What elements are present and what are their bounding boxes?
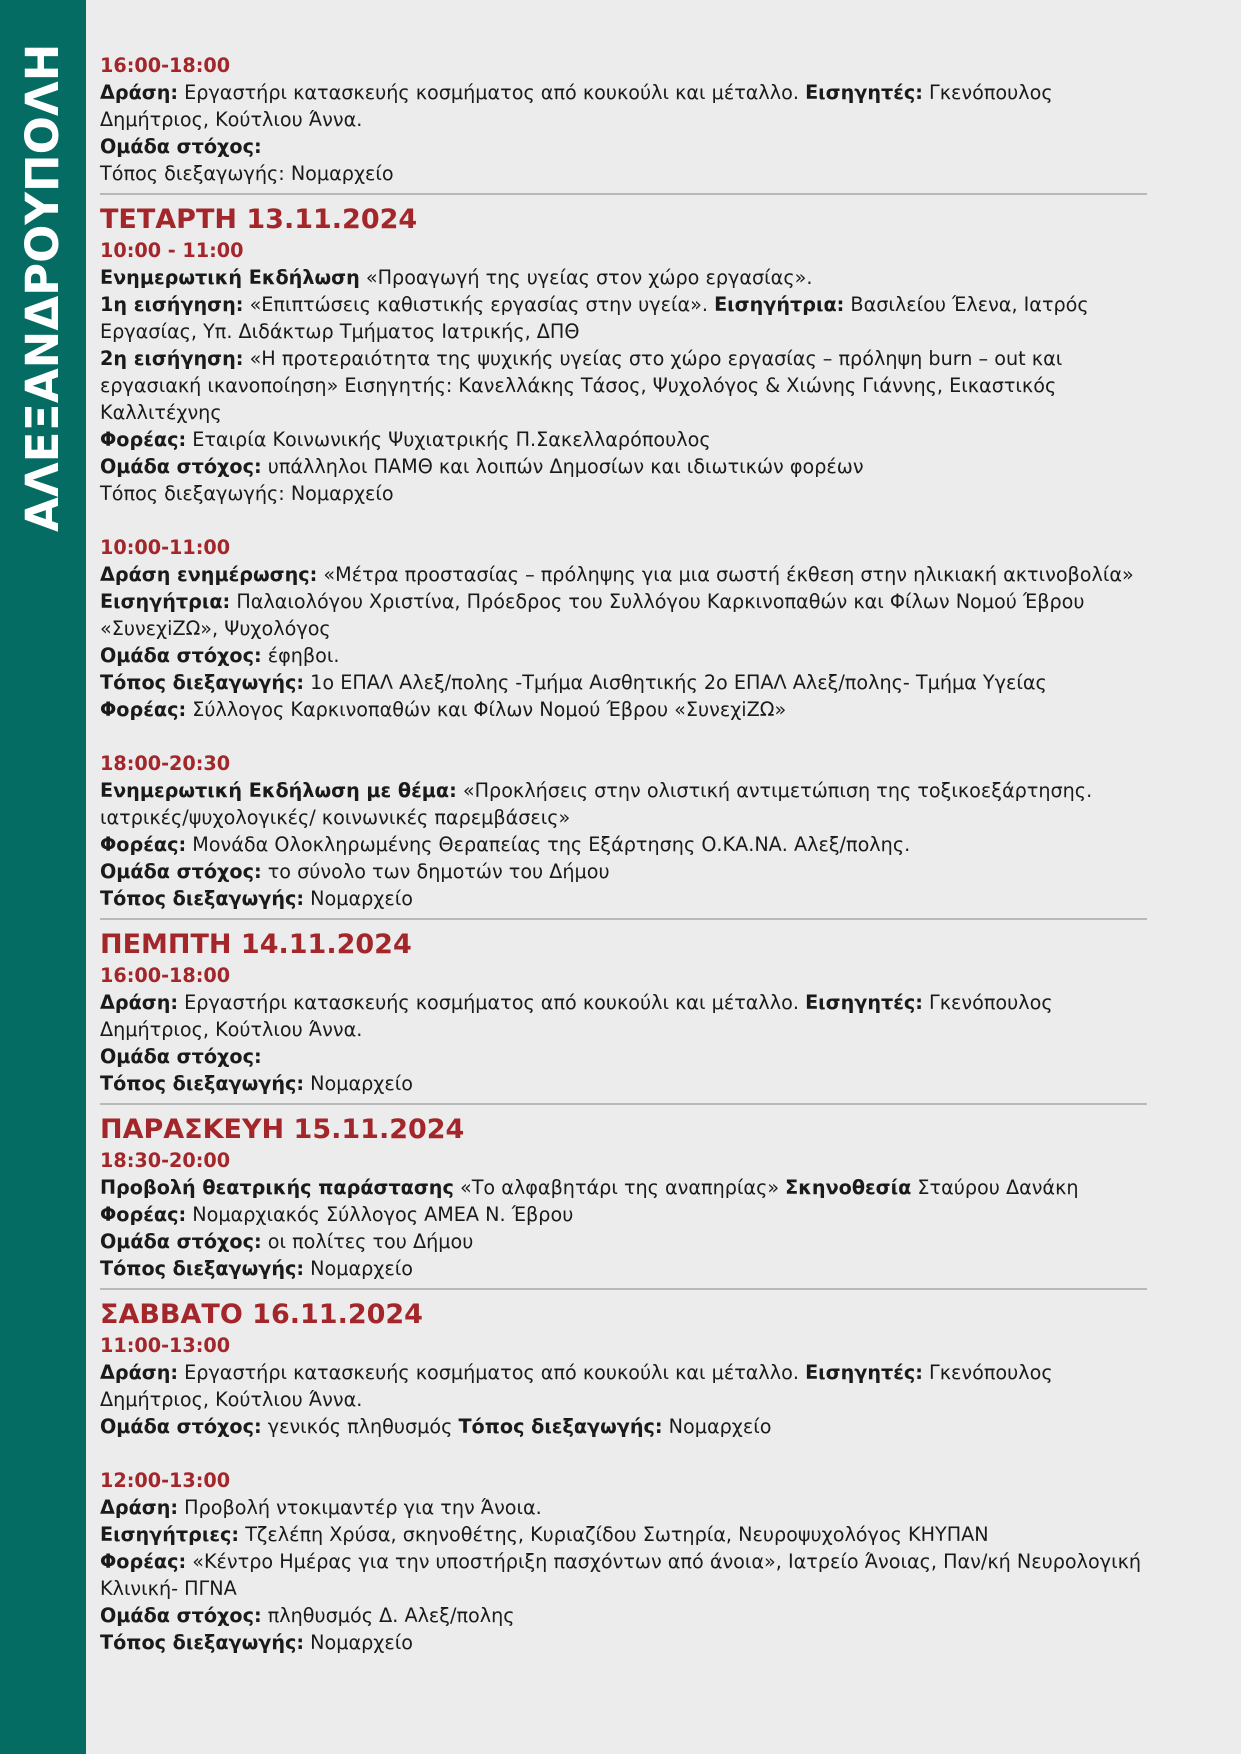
label: Προβολή θεατρικής παράστασης xyxy=(100,1176,454,1199)
label: Δράση: xyxy=(100,991,179,1014)
event-block xyxy=(100,750,1180,912)
event-line xyxy=(100,1228,1180,1255)
event-block xyxy=(100,237,1180,507)
text: Βασιλείου Έλενα, Ιατρός xyxy=(844,293,1089,316)
text: οι πολίτες του Δήμου xyxy=(261,1230,474,1253)
text: «Μέτρα προστασίας – πρόληψης για μια σωστή έκθεση στην ηλικιακή ακτινοβολία» xyxy=(317,563,1134,586)
text: «Κέντρο Ημέρας για την υποστήριξη πασχόντων από άνοια», Ιατρείο Άνοιας, Παν/κή Νευρολογική xyxy=(186,1550,1142,1573)
event-line xyxy=(100,1201,1180,1228)
text: Νομαρχείο xyxy=(304,1631,413,1654)
text: υπάλληλοι ΠΑΜΘ και λοιπών Δημοσίων και ιδιωτικών φορέων xyxy=(261,455,864,478)
event-time: 12:00-13:00 xyxy=(100,1469,231,1492)
label: Φορέας: xyxy=(100,698,187,721)
label: Ομάδα στόχος: xyxy=(100,1604,262,1627)
text: «Επιπτώσεις καθιστικής εργασίας στην υγεία». xyxy=(243,293,715,316)
label: Σκηνοθεσία xyxy=(785,1176,912,1199)
text: πληθυσμός Δ. Αλεξ/πολης xyxy=(261,1604,515,1627)
label: Δράση ενημέρωσης: xyxy=(100,563,318,586)
event-line xyxy=(100,291,1180,318)
text: Τζελέπη Χρύσα, σκηνοθέτης, Κυριαζίδου Σωτηρία, Νευροψυχολόγος ΚΗΥΠΑΝ xyxy=(239,1523,989,1546)
text: Νομαρχείο xyxy=(304,887,413,910)
event-line xyxy=(100,1521,1180,1548)
label: Ομάδα στόχος: xyxy=(100,1230,262,1253)
event-line xyxy=(100,133,1180,160)
event-block xyxy=(100,1332,1180,1440)
label: Ομάδα στόχος: xyxy=(100,1045,262,1068)
event-line xyxy=(100,79,1180,106)
text: «Προαγωγή της υγείας στον χώρο εργασίας». xyxy=(359,266,813,289)
label: Ομάδα στόχος: xyxy=(100,644,262,667)
event-line: Τόπος διεξαγωγής: Νομαρχείο xyxy=(100,162,394,185)
event-line xyxy=(100,426,1180,453)
label: 1η εισήγηση: xyxy=(100,293,244,316)
text: «Το αλφαβητάρι της αναπηρίας» xyxy=(453,1176,786,1199)
event-line: Τόπος διεξαγωγής: Νομαρχείο xyxy=(100,482,394,505)
label: Εισηγητές: xyxy=(805,81,923,104)
event-block xyxy=(100,962,1180,1097)
event-line xyxy=(100,561,1180,588)
spacer xyxy=(100,723,1180,750)
text: Γκενόπουλος xyxy=(922,991,1053,1014)
event-line xyxy=(100,453,1180,480)
label: 2η εισήγηση: xyxy=(100,347,244,370)
label: Ομάδα στόχος: xyxy=(100,860,262,883)
event-line: Δημήτριος, Κούτλιου Άννα. xyxy=(100,108,363,131)
text: Εργαστήρι κατασκευής κοσμήματος από κουκούλι και μέταλλο. xyxy=(178,991,806,1014)
divider xyxy=(100,918,1147,920)
event-line xyxy=(100,777,1180,804)
divider xyxy=(100,1288,1147,1290)
event-line xyxy=(100,345,1180,372)
label: Δράση: xyxy=(100,1496,179,1519)
label: Φορέας: xyxy=(100,833,187,856)
label: Ομάδα στόχος: xyxy=(100,455,262,478)
city-title: ΑΛΕΞΑΝΔΡΟΥΠΟΛΗ xyxy=(16,43,69,532)
event-line xyxy=(100,989,1180,1016)
text: Εργαστήρι κατασκευής κοσμήματος από κουκούλι και μέταλλο. xyxy=(178,1361,806,1384)
event-line xyxy=(100,1602,1180,1629)
text: Νομαρχείο xyxy=(304,1257,413,1280)
day-heading: ΤΕΤΑΡΤΗ 13.11.2024 xyxy=(100,204,418,235)
label: Ομάδα στόχος: xyxy=(100,1415,262,1438)
spacer xyxy=(100,507,1180,534)
label: Δράση: xyxy=(100,1361,179,1384)
text: το σύνολο των δημοτών του Δήμου xyxy=(261,860,610,883)
label: Εισηγητές: xyxy=(805,991,923,1014)
event-time: 10:00-11:00 xyxy=(100,536,231,559)
text: Σταύρου Δανάκη xyxy=(911,1176,1079,1199)
event-time: 16:00-18:00 xyxy=(100,54,231,77)
label: Ομάδα στόχος: xyxy=(100,135,262,158)
event-line: Εργασίας, Υπ. Διδάκτωρ Τμήματος Ιατρικής, ΔΠΘ xyxy=(100,320,580,343)
event-line xyxy=(100,669,1180,696)
label: Φορέας: xyxy=(100,428,187,451)
event-line xyxy=(100,1174,1180,1201)
text: Εργαστήρι κατασκευής κοσμήματος από κουκούλι και μέταλλο. xyxy=(178,81,806,104)
label: Τόπος διεξαγωγής: xyxy=(100,1631,305,1654)
text: «Προκλήσεις στην ολιστική αντιμετώπιση της τοξικοεξάρτησης. xyxy=(456,779,1093,802)
label: Εισηγητές: xyxy=(805,1361,923,1384)
event-time: 16:00-18:00 xyxy=(100,964,231,987)
day-heading: ΠΑΡΑΣΚΕΥΗ 15.11.2024 xyxy=(100,1114,465,1145)
label: Τόπος διεξαγωγής: xyxy=(100,1257,305,1280)
label: Εισηγήτρια: xyxy=(714,293,845,316)
divider xyxy=(100,193,1147,195)
event-line xyxy=(100,1043,1180,1070)
event-line: Δημήτριος, Κούτλιου Άννα. xyxy=(100,1018,363,1041)
text: Παλαιολόγου Χριστίνα, Πρόεδρος του Συλλόγου Καρκινοπαθών και Φίλων Νομού Έβρου xyxy=(230,590,1085,613)
event-line xyxy=(100,1070,1180,1097)
event-line xyxy=(100,858,1180,885)
text: Γκενόπουλος xyxy=(922,81,1053,104)
event-line: Καλλιτέχνης xyxy=(100,401,222,424)
event-line xyxy=(100,264,1180,291)
label: Ενημερωτική Εκδήλωση με θέμα: xyxy=(100,779,457,802)
text: Νομαρχείο xyxy=(304,1072,413,1095)
event-line xyxy=(100,696,1180,723)
spacer xyxy=(100,1440,1180,1467)
label: Δράση: xyxy=(100,81,179,104)
text: Σύλλογος Καρκινοπαθών και Φίλων Νομού Έβρου «ΣυνεχiΖΩ» xyxy=(186,698,787,721)
event-line: ιατρικές/ψυχολογικές/ κοινωνικές παρεμβάσεις» xyxy=(100,806,571,829)
event-line xyxy=(100,588,1180,615)
sidebar-band xyxy=(0,0,86,1754)
text: Νομαρχιακός Σύλλογος ΑΜΕΑ Ν. Έβρου xyxy=(186,1203,574,1226)
event-time: 18:30-20:00 xyxy=(100,1149,231,1172)
text: Μονάδα Ολοκληρωμένης Θεραπείας της Εξάρτησης Ο.ΚΑ.ΝΑ. Αλεξ/πολης. xyxy=(186,833,911,856)
label: Τόπος διεξαγωγής: xyxy=(100,887,305,910)
event-line xyxy=(100,1494,1180,1521)
schedule-content xyxy=(100,52,1180,1656)
event-line xyxy=(100,885,1180,912)
day-heading: ΠΕΜΠΤΗ 14.11.2024 xyxy=(100,929,412,960)
label: Εισηγήτρια: xyxy=(100,590,231,613)
event-line: εργασιακή ικανοποίηση» Εισηγητής: Κανελλάκης Τάσος, Ψυχολόγος & Χιώνης Γιάννης, Εικαστικός xyxy=(100,374,1057,397)
text: 1ο ΕΠΑΛ Αλεξ/πολης -Τμήμα Αισθητικής 2ο ΕΠΑΛ Αλεξ/πολης- Τμήμα Υγείας xyxy=(304,671,1047,694)
event-line xyxy=(100,1359,1180,1386)
label: Φορέας: xyxy=(100,1203,187,1226)
event-line xyxy=(100,1548,1180,1575)
event-time: 18:00-20:30 xyxy=(100,752,231,775)
event-line: «ΣυνεχiΖΩ», Ψυχολόγος xyxy=(100,617,331,640)
event-line: Δημήτριος, Κούτλιου Άννα. xyxy=(100,1388,363,1411)
text: Γκενόπουλος xyxy=(922,1361,1053,1384)
text: γενικός πληθυσμός xyxy=(261,1415,459,1438)
event-line xyxy=(100,1255,1180,1282)
label: Τόπος διεξαγωγής: xyxy=(100,671,305,694)
label: Εισηγήτριες: xyxy=(100,1523,240,1546)
event-block xyxy=(100,52,1180,187)
event-line xyxy=(100,1629,1180,1656)
text: Νομαρχείο xyxy=(662,1415,772,1438)
day-heading: ΣΑΒΒΑΤΟ 16.11.2024 xyxy=(100,1299,423,1330)
event-line xyxy=(100,831,1180,858)
event-line xyxy=(100,642,1180,669)
text: «Η προτεραιότητα της ψυχικής υγείας στο χώρο εργασίας – πρόληψη burn – out και xyxy=(243,347,1063,370)
event-block xyxy=(100,1467,1180,1656)
text: έφηβοι. xyxy=(261,644,340,667)
event-time: 10:00 - 11:00 xyxy=(100,239,244,262)
event-line: Κλινική- ΠΓΝΑ xyxy=(100,1577,237,1600)
divider xyxy=(100,1103,1147,1105)
label: Φορέας: xyxy=(100,1550,187,1573)
label: Τόπος διεξαγωγής: xyxy=(458,1415,663,1438)
event-block xyxy=(100,1147,1180,1282)
text: Προβολή ντοκιμαντέρ για την Άνοια. xyxy=(178,1496,542,1519)
event-block xyxy=(100,534,1180,723)
label: Τόπος διεξαγωγής: xyxy=(100,1072,305,1095)
text: Εταιρία Κοινωνικής Ψυχιατρικής Π.Σακελλαρόπουλος xyxy=(186,428,711,451)
label: Ενημερωτική Εκδήλωση xyxy=(100,266,360,289)
event-line xyxy=(100,1413,1180,1440)
event-time: 11:00-13:00 xyxy=(100,1334,231,1357)
